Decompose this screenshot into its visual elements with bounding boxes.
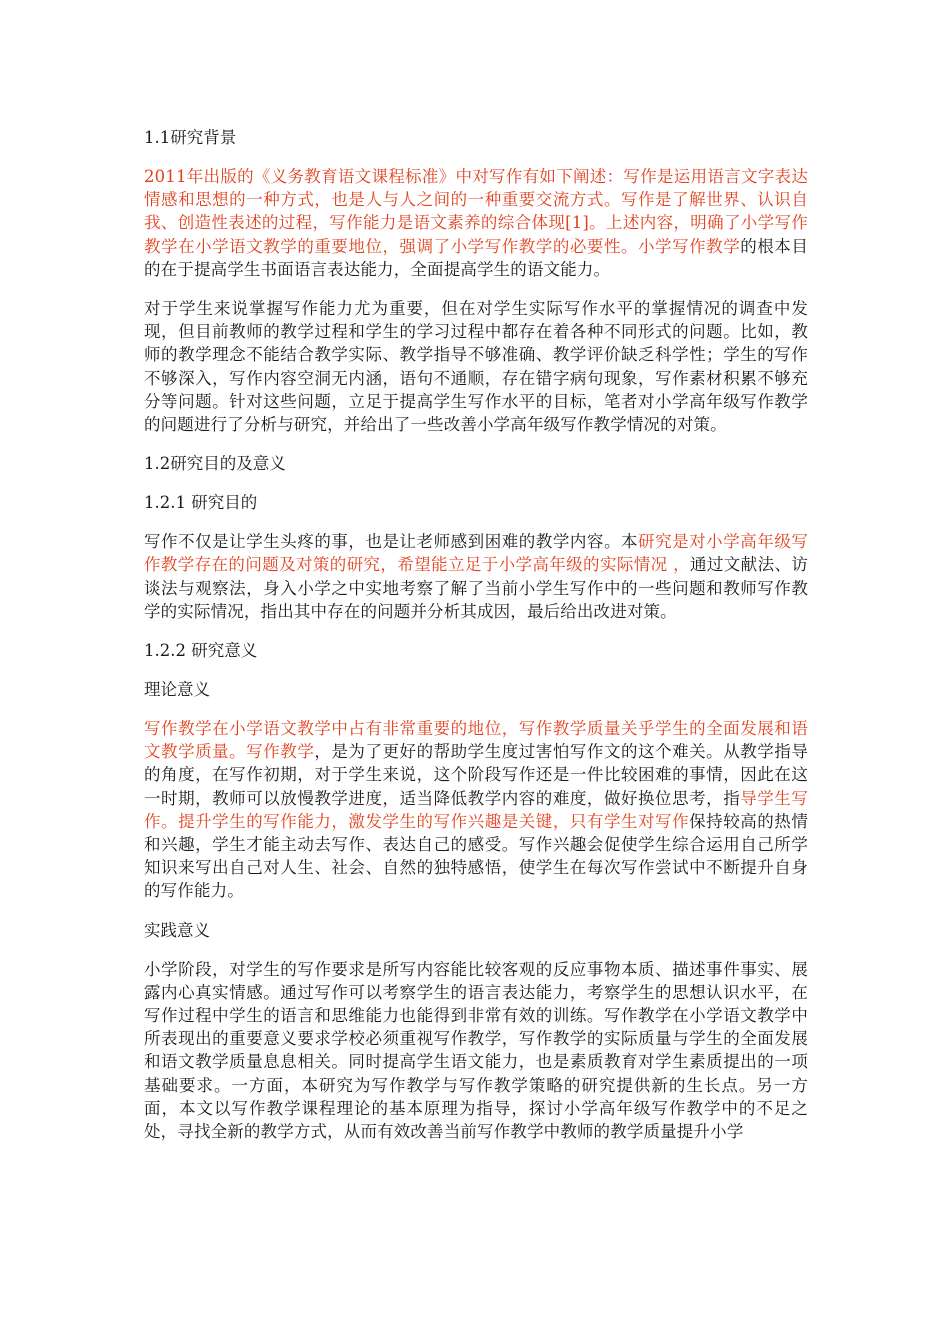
body-text: ，是为了更好的帮助学生度过害怕写作文的这个难关。从教学指导的角度，在写作初期，对于学生来说，这个阶段写作还是一件比较困难的事情，因此在这一时期，教师可以放慢教学进度，适当降低教学内容的难度，做好换位思考，指 <box>144 742 808 808</box>
heading-1-1: 1.1研究背景 <box>144 128 237 147</box>
highlighted-text: 写作教学在小学语文教学中占有非常重要的地位，写作教学质量关乎学生的全面发展和语文教学质量。写作教学 <box>144 719 808 762</box>
body-text: 的根本目的在于提高学生书面语言表达能力，全面提高学生的语文能力。 <box>144 236 808 279</box>
highlighted-text: 导学生写作。提升学生的写作能力，激发学生的写作兴趣是关键，只有学生对写作 <box>144 788 808 831</box>
heading-practice: 实践意义 <box>144 920 210 940</box>
paragraph-practice <box>144 958 808 1144</box>
paragraph-background-1 <box>144 165 808 281</box>
heading-1-2-2: 1.2.2 研究意义 <box>144 641 258 661</box>
body-text: 保持较高的热情和兴趣，学生才能主动去写作、表达自己的感受。写作兴趣会促使学生综合运用自己所学知识来写出自己对人生、社会、自然的独特感悟，使学生在每次写作尝试中不断提升自身的写作能力。 <box>144 811 808 901</box>
paragraph-theory <box>144 717 808 903</box>
body-text: 通过文献法、访谈法与观察法，身入小学之中实地考察了解了当前小学生写作中的一些问题和教师写作教学的实际情况，指出其中存在的问题并分析其成因，最后给出改进对策。 <box>144 555 808 621</box>
paragraph-background-2 <box>144 297 808 436</box>
heading-theory: 理论意义 <box>144 680 210 700</box>
document-page <box>144 126 808 1159</box>
body-text: 小学阶段，对学生的写作要求是所写内容能比较客观的反应事物本质、描述事件事实、展露内心真实情感。通过写作可以考察学生的语言表达能力，考察学生的思想认识水平，在写作过程中学生的语言和思维能力也能得到非常有效的训练。写作教学在小学语文教学中所表现出的重要意义要求学校必须重视写作教学，写作教学的实际质量与学生的全面发展和语文教学质量息息相关。同时提高学生语文能力，也是素质教育对学生素质提出的一项基础要求。一方面，本研究为写作教学与写作教学策略的研究提供新的生长点。另一方面，本文以写作教学课程理论的基本原理为指导，探讨小学高年级写作教学中的不足之处，寻找全新的教学方式，从而有效改善当前写作教学中教师的教学质量提升小学 <box>144 959 808 1142</box>
highlighted-text: 2011年出版的《义务教育语文课程标准》中对写作有如下阐述：写作是运用语言文字表达情感和思想的一种方式，也是人与人之间的一种重要交流方式。写作是了解世界、认识自我、创造性表述的过程，写作能力是语文素养的综合体现[1]。上述内容，明确了小学写作教学在小学语文教学的重要地位，强调了小学写作教学的必要性。小学写作教学 <box>144 167 808 256</box>
heading-1-2-1: 1.2.1 研究目的 <box>144 493 258 513</box>
paragraph-purpose <box>144 530 808 623</box>
highlighted-text: 研究是对小学高年级写作教学存在的问题及对策的研究，希望能立足于小学高年级的实际情况 ， <box>144 532 808 575</box>
body-text: 对于学生来说掌握写作能力尤为重要，但在对学生实际写作水平的掌握情况的调查中发现，但目前教师的教学过程和学生的学习过程中都存在着各种不同形式的问题。比如，教师的教学理念不能结合教学实际、教学指导不够准确、教学评价缺乏科学性；学生的写作不够深入，写作内容空洞无内涵，语句不通顺，存在错字病句现象，写作素材积累不够充分等问题。针对这些问题，立足于提高学生写作水平的目标，笔者对小学高年级写作教学的问题进行了分析与研究，并给出了一些改善小学高年级写作教学情况的对策。 <box>144 299 808 435</box>
heading-1-2: 1.2研究目的及意义 <box>144 454 286 474</box>
body-text: 写作不仅是让学生头疼的事，也是让老师感到困难的教学内容。本 <box>144 532 639 552</box>
